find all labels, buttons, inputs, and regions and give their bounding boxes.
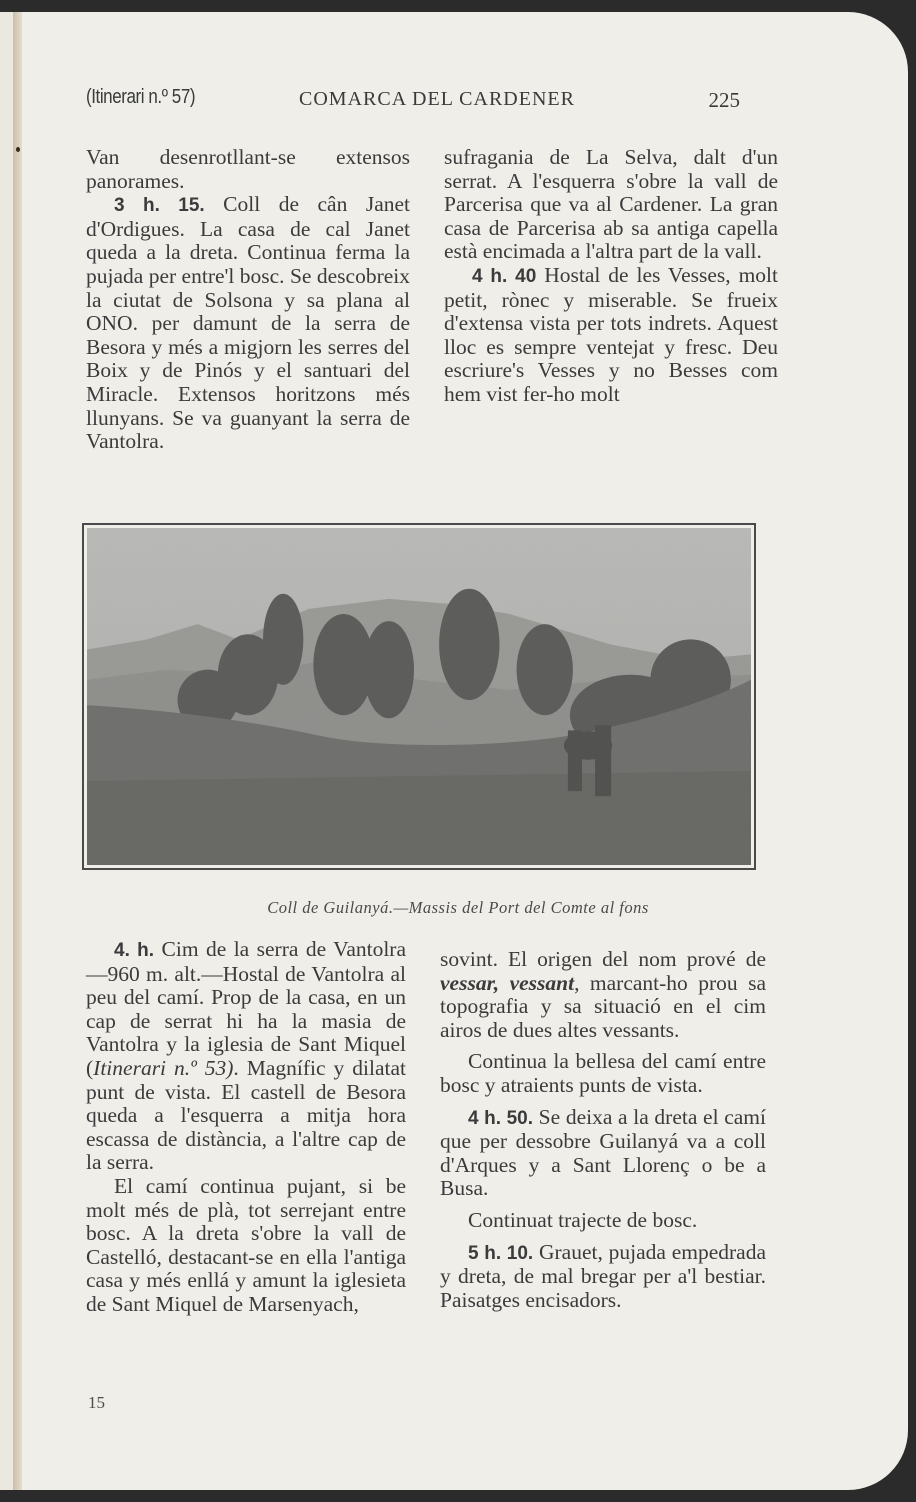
text-column-top-left	[86, 146, 410, 454]
paragraph-text: , marcant-ho prou sa topografia y sa situació en el cim airos de dues altes vessants.	[440, 970, 767, 1042]
paragraph: El camí continua pujant, si be molt més de plà, tot serrejant entre bosc. A la dreta s'obre la vall de Castelló, destacant-se en ella l'antiga casa y més enllá y amunt la iglesieta de Sant Miquel de Marsenyach,	[86, 1173, 406, 1316]
running-header	[86, 86, 740, 120]
time-marker: 3 h. 15.	[114, 195, 205, 217]
paragraph-text: Grauet, pujada empedrada y dreta, de mal bregar per a'l bestiar. Paisatges encisadors.	[440, 1239, 767, 1312]
landscape-photograph	[82, 523, 756, 870]
text-column-bottom-left	[86, 938, 406, 1317]
paragraph-text: . Magnífic y dilatat punt de vista. El castell de Besora queda a l'esquerra a mitja hora escassa de distància, a l'altre cap de la serra.	[86, 1055, 406, 1175]
previous-page-edge	[0, 12, 14, 1490]
paragraph	[440, 948, 766, 1042]
paragraph	[86, 193, 410, 454]
paragraph-text: Coll de cân Janet d'Ordigues. La casa de cal Janet queda a la dreta. Continua ferma la pujada per entre'l bosc. Se descobreix la ciutat de Solsona y sa plana al ONO. per damunt de la serra de Besora y més a migjorn les serres del Boix y de Pinós y el santuari del Miracle. Extensos horitzons més llunyans. Se va guanyant la serra de Vantolra.	[86, 192, 411, 454]
paragraph-text: Hostal de les Vesses, molt petit, rònec y miserable. Se frueix d'extensa vista per tots indrets. Aquest lloc es sempre ventejat y fresc. Deu escriure's Vesses y no Besses com hem vist fer-ho molt	[444, 262, 778, 406]
text-column-top-right	[444, 146, 778, 407]
itinerary-cross-reference: Itinerari n.º 53)	[93, 1055, 234, 1080]
paragraph	[86, 938, 406, 1175]
figure-caption: Coll de Guilanyá.—Massis del Port del Comte al fons	[267, 898, 649, 917]
paragraph	[440, 1106, 766, 1201]
paragraph	[444, 264, 778, 407]
section-title: COMARCA DEL CARDENER	[299, 88, 575, 110]
paragraph: Continua la bellesa del camí entre bosc y atraients punts de vista.	[440, 1049, 766, 1097]
time-marker: 4 h. 40	[472, 265, 537, 287]
time-marker: 4. h.	[114, 940, 155, 961]
time-marker: 5 h. 10.	[468, 1242, 534, 1264]
paper-blemish	[16, 147, 20, 152]
text-column-bottom-right	[440, 948, 766, 1312]
signature-mark: 15	[88, 1393, 105, 1412]
itinerary-reference: (Itinerari n.º 57)	[86, 86, 196, 108]
time-marker: 4 h. 50.	[468, 1107, 533, 1129]
paragraph: Continuat trajecte de bosc.	[468, 1207, 698, 1232]
paragraph: Van desenrotllant-se extensos panorames.	[86, 145, 410, 193]
paragraph-text: sovint. El origen del nom prové de	[440, 947, 766, 971]
emphasized-term: vessar, vessant	[440, 970, 575, 995]
paragraph	[440, 1241, 766, 1313]
photo-illustration	[87, 528, 751, 865]
page-number: 225	[708, 88, 740, 112]
paragraph-text: Se deixa a la dreta el camí que per dessobre Guilanyá va a coll d'Arques y a Sant Llorenç o be a Busa.	[440, 1104, 767, 1201]
paragraph: sufragania de La Selva, dalt d'un serrat. A l'esquerra s'obre la vall de Parcerisa que va al Cardener. La gran casa de Parcerisa ab sa antiga capella està encimada a l'altra part de la vall.	[444, 145, 778, 264]
paragraph-text: Cim de la serra de Vantolra—960 m. alt.—Hostal de Vantolra al peu del camí. Prop de la casa, en un cap de serrat hi ha la masia de Vantolra y la iglesia de Sant Miquel (	[86, 937, 407, 1080]
